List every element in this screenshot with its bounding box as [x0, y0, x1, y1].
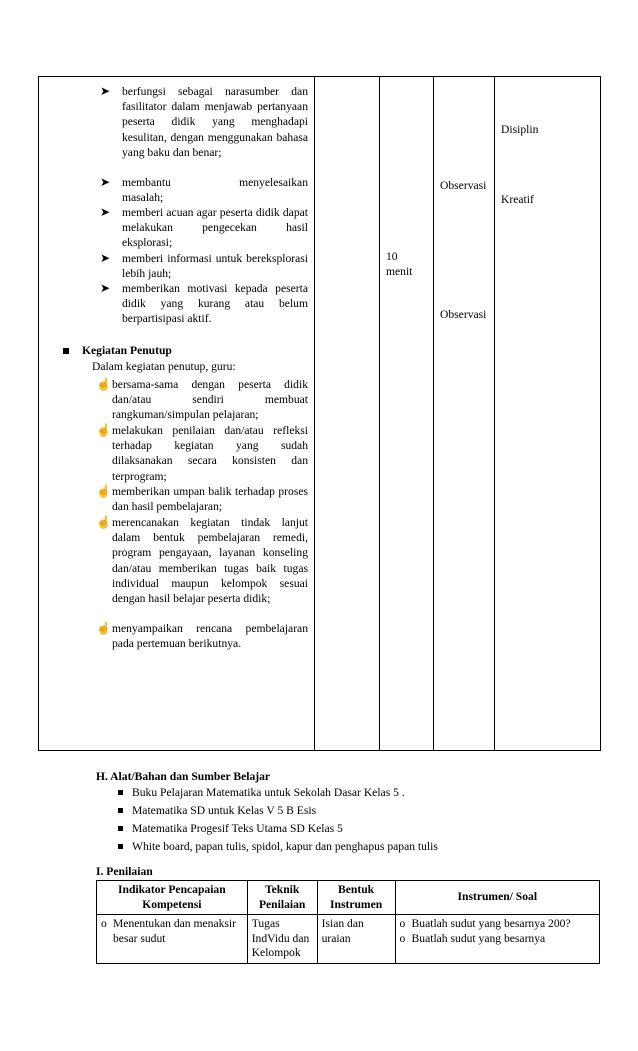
activity-item: membantu menyelesaikan masalah; [122, 176, 308, 205]
square-bullet-icon [118, 808, 123, 813]
closing-item: merencanakan kegiatan tindak lanjut dalam bentuk pembelajaran remedi, program pengayaan, layanan konseling dan/atau memberikan tugas baik tugas individual maupun kelompok sesuai dengan hasil belajar peserta didik; [112, 516, 308, 606]
character-1: Disiplin [501, 123, 539, 136]
pointing-hand-icon: ☝ [96, 484, 111, 498]
table-bottom-border [38, 750, 601, 751]
activity-item: memberi acuan agar peserta didik dapat melakukan pengecekan hasil eksplorasi; [122, 206, 308, 250]
closing-item: menyampaikan rencana pembelajaran pada pertemuan berikutnya. [112, 622, 308, 651]
time-unit: menit [386, 265, 413, 278]
header-form: Bentuk Instrumen [317, 881, 395, 915]
assessment-table [96, 880, 600, 964]
table-col-divider [379, 76, 380, 751]
section-h-heading: H. Alat/Bahan dan Sumber Belajar [96, 770, 271, 783]
header-technique: Teknik Penilaian [247, 881, 317, 915]
pointing-hand-icon: ☝ [96, 377, 111, 391]
resource-item: Matematika Progesif Teks Utama SD Kelas 5 [132, 822, 343, 835]
activity-item: berfungsi sebagai narasumber dan fasilitator dalam menjawab pertanyaan peserta didik yang menghadapi kesulitan, dengan menggunakan bahasa yang baku dan benar; [122, 85, 308, 159]
square-bullet-icon [118, 844, 123, 849]
question-item: Buatlah sudut yang besarnya [411, 931, 546, 945]
arrow-bullet-icon: ➤ [100, 175, 111, 189]
circle-bullet-icon: o [101, 917, 107, 930]
arrow-bullet-icon: ➤ [100, 281, 111, 295]
table-col-divider [314, 76, 315, 751]
activity-item: memberi informasi untuk bereksplorasi lebih jauh; [122, 252, 308, 281]
character-2: Kreatif [501, 193, 534, 206]
pointing-hand-icon: ☝ [96, 423, 111, 437]
header-questions: Instrumen/ Soal [395, 881, 599, 915]
activity-item: memberikan motivasi kepada peserta didik yang kurang atau belum berpartisipasi aktif. [122, 282, 308, 326]
arrow-bullet-icon: ➤ [100, 251, 111, 265]
technique-1: Observasi [440, 179, 487, 192]
square-bullet-icon [118, 790, 123, 795]
arrow-bullet-icon: ➤ [100, 84, 111, 98]
questions-cell [395, 915, 599, 964]
question-item: Buatlah sudut yang besarnya 200? [411, 917, 571, 930]
resource-item: White board, papan tulis, spidol, kapur dan penghapus papan tulis [132, 840, 438, 853]
section-i-heading: I. Penilaian [96, 865, 153, 878]
square-bullet-icon [63, 348, 69, 354]
form-cell: Isian dan uraian [317, 915, 395, 964]
closing-item: memberikan umpan balik terhadap proses dan hasil pembelajaran; [112, 485, 308, 514]
closing-heading: Kegiatan Penutup [82, 344, 172, 357]
table-row [97, 915, 600, 964]
square-bullet-icon [118, 826, 123, 831]
closing-item: melakukan penilaian dan/atau refleksi terhadap kegiatan yang sudah dilaksanakan secara konsisten dan terprogram; [112, 424, 308, 483]
resource-item: Buku Pelajaran Matematika untuk Sekolah Dasar Kelas 5 . [132, 786, 405, 799]
table-col-divider [494, 76, 495, 751]
table-col-divider [433, 76, 434, 751]
technique-cell: Tugas IndVidu dan Kelompok [247, 915, 317, 964]
pointing-hand-icon: ☝ [96, 621, 111, 635]
arrow-bullet-icon: ➤ [100, 205, 111, 219]
header-indicator: Indikator Pencapaian Kompetensi [97, 881, 248, 915]
table-left-border [38, 76, 39, 751]
closing-item: bersama-sama dengan peserta didik dan/atau sendiri membuat rangkuman/simpulan pelajaran; [112, 378, 308, 422]
time-value: 10 [386, 250, 398, 263]
table-top-border [38, 76, 601, 77]
technique-2: Observasi [440, 308, 487, 321]
circle-bullet-icon: o [399, 931, 406, 945]
assessment-header-row [97, 881, 600, 915]
closing-intro: Dalam kegiatan penutup, guru: [92, 360, 236, 373]
circle-bullet-icon: o [399, 917, 406, 930]
table-right-border [600, 76, 601, 751]
indicator-cell: o Menentukan dan menaksir besar sudut [97, 915, 248, 964]
resource-item: Matematika SD untuk Kelas V 5 B Esis [132, 804, 317, 817]
pointing-hand-icon: ☝ [96, 515, 111, 529]
